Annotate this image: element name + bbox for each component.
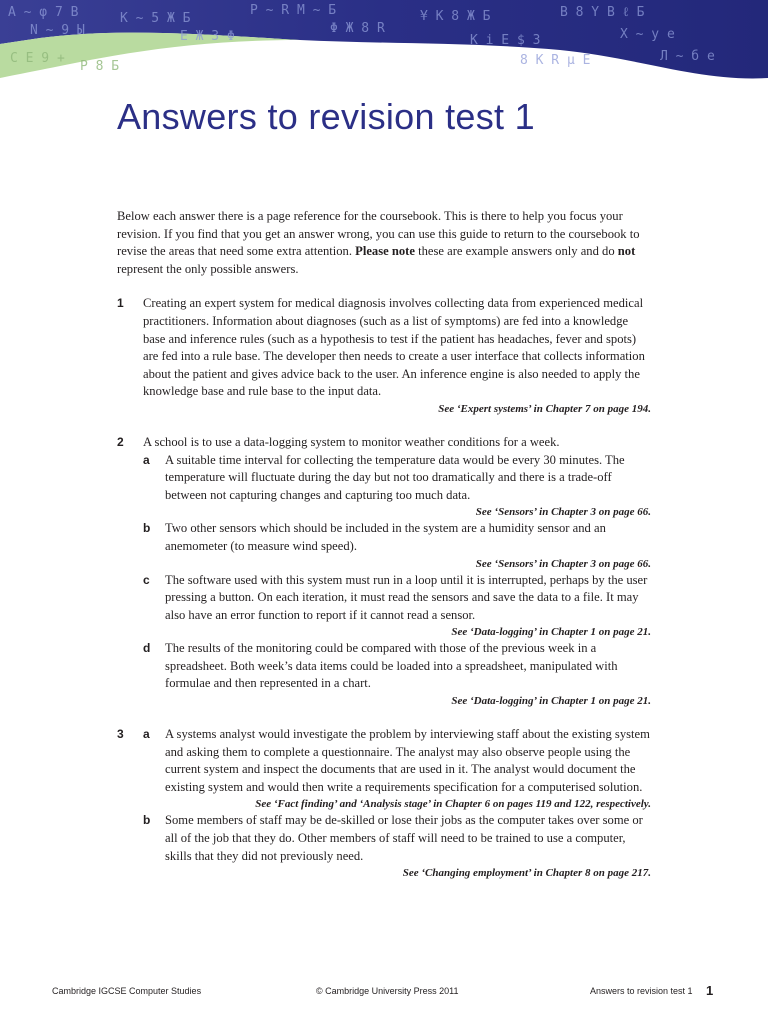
banner-graphic bbox=[0, 0, 768, 84]
answer-text: The results of the monitoring could be compared with those of the previous week in a spreadsheet. Both week’s data items could be loaded into a spreadsheet, manipulated with formulae and then represented in a chart. bbox=[165, 641, 618, 691]
intro-text-2: these are example answers only and do bbox=[414, 244, 618, 259]
svg-text:C E 9 +: C E 9 + bbox=[10, 51, 65, 66]
part-label: c bbox=[143, 572, 150, 587]
svg-text:¥ K 8 Ж Б: ¥ K 8 Ж Б bbox=[420, 9, 491, 24]
answer-text: A systems analyst would investigate the problem by interviewing staff about the existing system and asking them to complete a questionnaire. The analyst may also observe people using the current system and inspect the documents that are used in it. The analyst would document the existing system and would then write a requirements specification for a computerised solution. bbox=[165, 727, 650, 794]
page-reference: See ‘Data-logging’ in Chapter 1 on page 21. bbox=[451, 626, 651, 639]
svg-text:K ~ 5 Ж Б: K ~ 5 Ж Б bbox=[120, 11, 191, 26]
svg-text:Л ~ б e: Л ~ б e bbox=[660, 49, 715, 64]
intro-paragraph bbox=[117, 208, 651, 278]
question-number: 2 bbox=[117, 434, 124, 449]
question-1 bbox=[117, 295, 651, 417]
part-b bbox=[143, 812, 651, 881]
answer-text: A suitable time interval for collecting the temperature data would be every 30 minutes. The temperature will fluctuate during the day but not too dramatically and there is a trade-off between not capturing changes and capturing too much data. bbox=[165, 452, 625, 502]
question-text: A school is to use a data-logging system to monitor weather conditions for a week. bbox=[143, 434, 560, 449]
page-number: 1 bbox=[706, 983, 714, 998]
page-reference: See ‘Changing employment’ in Chapter 8 on page 217. bbox=[402, 867, 651, 880]
part-a bbox=[143, 452, 651, 521]
footer-book-title: Cambridge IGCSE Computer Studies bbox=[52, 986, 202, 996]
part-c bbox=[143, 572, 651, 641]
svg-text:B 8 Y B ℓ Б: B 8 Y B ℓ Б bbox=[560, 5, 645, 20]
part-label: d bbox=[143, 641, 151, 656]
svg-text:P 8 Б: P 8 Б bbox=[80, 59, 120, 74]
intro-bold-1: Please note bbox=[355, 244, 415, 259]
svg-text:E Ж 3 Φ: E Ж 3 Φ bbox=[180, 29, 235, 44]
page-reference: See ‘Fact finding’ and ‘Analysis stage’ in Chapter 6 on pages 119 and 122, respectively. bbox=[255, 798, 651, 811]
part-d bbox=[143, 640, 651, 709]
question-3 bbox=[117, 726, 651, 881]
svg-text:8 K R μ E: 8 K R μ E bbox=[520, 53, 591, 68]
question-2 bbox=[117, 434, 651, 709]
page-reference: See ‘Sensors’ in Chapter 3 on page 66. bbox=[475, 557, 651, 570]
svg-text:Φ Ж 8 R: Φ Ж 8 R bbox=[330, 21, 385, 36]
part-label: a bbox=[143, 727, 150, 742]
svg-text:A ~ φ 7 B: A ~ φ 7 B bbox=[8, 5, 79, 20]
intro-text-1: Below each answer there is a page reference for the coursebook. This is there to help you focus your revision. If you find that you get an answer wrong, you can use this guide to return to the coursebook to revise the areas that need some extra attention. bbox=[117, 209, 640, 259]
answer-text: Creating an expert system for medical diagnosis involves collecting data from experienced medical practitioners. Information about diagnoses (such as a list of symptoms) are fed into a knowledge base and inference rules (such as a hypothesis to test if the patient has headaches, fever and spots) are fed into a rule base. The developer then needs to create a user interface that collects information about the patient and gives advice back to the user. An inference engine is also needed to apply the knowledge base and rule base to the input data. bbox=[143, 296, 645, 399]
page-title: Answers to revision test 1 bbox=[117, 96, 535, 137]
footer-copyright: © Cambridge University Press 2011 bbox=[316, 986, 459, 996]
part-label: a bbox=[143, 452, 150, 467]
page-reference: See ‘Data-logging’ in Chapter 1 on page 21. bbox=[451, 695, 651, 708]
page-reference: See ‘Expert systems’ in Chapter 7 on page 194. bbox=[438, 402, 651, 415]
page-footer bbox=[52, 983, 716, 1000]
page-reference: See ‘Sensors’ in Chapter 3 on page 66. bbox=[475, 506, 651, 519]
intro-text-3: represent the only possible answers. bbox=[117, 261, 299, 276]
part-label: b bbox=[143, 521, 151, 536]
part-label: b bbox=[143, 813, 151, 828]
answer-text: The software used with this system must run in a loop until it is interrupted, perhaps by the user pressing a button. On each iteration, it must read the sensors and save the data to a file. It may also have an error function to report if it cannot read a sensor. bbox=[165, 572, 648, 622]
svg-text:K i E $ 3: K i E $ 3 bbox=[470, 33, 541, 48]
answer-text: Two other sensors which should be included in the system are a humidity sensor and an anemometer (to measure wind speed). bbox=[165, 521, 606, 553]
svg-text:N ~ 9 Ы: N ~ 9 Ы bbox=[30, 23, 85, 38]
question-number: 3 bbox=[117, 727, 124, 742]
footer-section-title: Answers to revision test 1 bbox=[590, 986, 693, 996]
answer-text: Some members of staff may be de-skilled or lose their jobs as the computer takes over some or all of the job that they do. Other members of staff will need to be trained to use a computer, skills that they did not previously need. bbox=[165, 813, 643, 863]
part-b bbox=[143, 520, 651, 571]
question-number: 1 bbox=[117, 296, 124, 311]
svg-text:X ~ y e: X ~ y e bbox=[620, 27, 675, 42]
intro-bold-2: not bbox=[617, 244, 636, 259]
svg-text:P ~ R M ~ Б: P ~ R M ~ Б bbox=[250, 3, 337, 18]
header-banner bbox=[0, 0, 768, 84]
part-a bbox=[143, 726, 651, 812]
answers-content bbox=[117, 208, 651, 898]
